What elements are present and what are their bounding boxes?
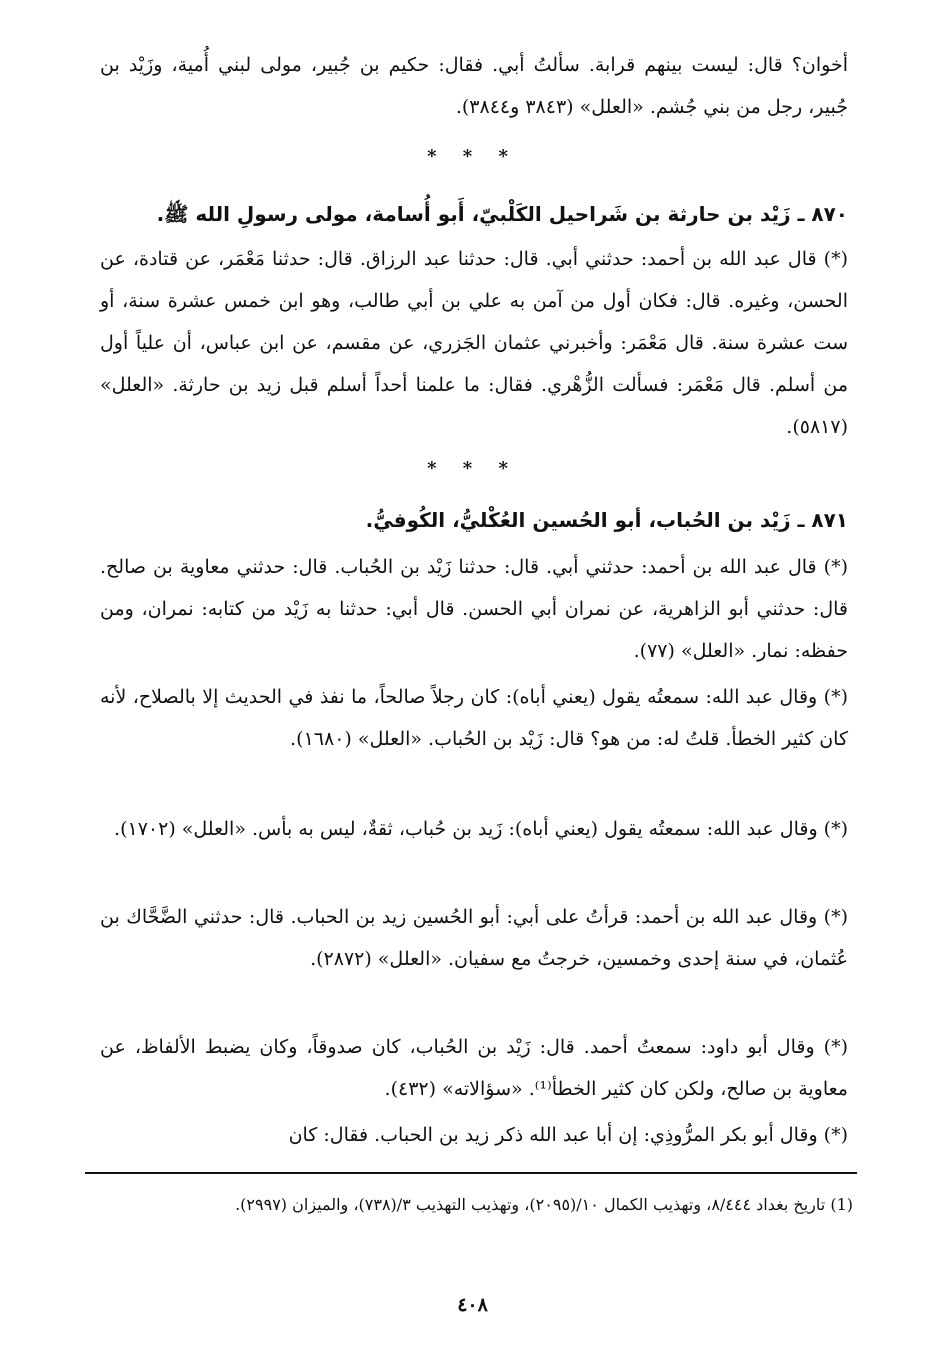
- continuation-paragraph: [100, 44, 848, 128]
- entry-871-paragraph: (*) قال عبد الله بن أحمد: حدثني أبي. قال: حدثنا زَيْد بن الحُباب. قال: حدثني معاوية بن صالح. قال: حدثني أبو الزاهرية، عن نمران أبي الحسن. قال أبي: حدثنا به زَيْد من كتابه: نمران، ومن حفظه: نمار. «العلل» (٧٧).: [100, 556, 848, 662]
- entry-870-heading: ٨٧٠ ـ زَيْد بن حارثة بن شَراحيل الكَلْبيّ، أَبو أُسامة، مولى رسولِ الله ﷺ.: [156, 202, 848, 226]
- entry-871-paragraph: (*) وقال عبد الله بن أحمد: قرأتُ على أبي: أبو الحُسين زيد بن الحباب. قال: حدثني الضَّحَّاك بن عُثمان، في سنة إحدى وخمسين، خرجتُ مع سفيان. «العلل» (٢٨٧٢).: [100, 906, 848, 970]
- entry-870-paragraph: (*) قال عبد الله بن أحمد: حدثني أبي. قال: حدثنا عبد الرزاق. قال: حدثنا مَعْمَر، عن قتادة، عن الحسن، وغيره. قال: فكان أول من آمن به علي بن أبي طالب، وهو ابن خمس عشرة سنة، أو ست عشرة سنة. قال مَعْمَر: وأخبرني عثمان الجَزري، عن مقسم، عن ابن عباس، أن علياً أول من أسلم. قال مَعْمَر: فسألت الزُّهْري. فقال: ما علمنا أحداً أسلم قبل زيد بن حارثة. «العلل» (٥٨١٧).: [100, 248, 848, 438]
- page-number: ٤٠٨: [457, 1294, 488, 1316]
- continuation-text: أخوان؟ قال: ليست بينهم قرابة. سألتُ أبي. فقال: حكيم بن جُبير، مولى لبني أُمية، وزَيْد بن جُبير، رجل من بني جُشم. «العلل» (٣٨٤٣ و٣٨٤٤).: [100, 54, 848, 118]
- entry-871-paragraph: (*) وقال عبد الله: سمعتُه يقول (يعني أباه): زَيد بن حُباب، ثقةٌ، ليس به بأس. «العلل» (١٧٠٢).: [114, 818, 848, 840]
- entry-871-heading: ٨٧١ ـ زَيْد بن الحُباب، أبو الحُسين العُكْليُّ، الكُوفيُّ.: [365, 508, 848, 532]
- section-separator: * * *: [427, 146, 518, 167]
- footnote: (1) تاريخ بغداد ٨/٤٤٤، وتهذيب الكمال ١٠/(٢٠٩٥)، وتهذيب التهذيب ٣/(٧٣٨)، والميزان (٢٩٩٧).: [235, 1195, 853, 1214]
- entry-871-paragraph: (*) وقال عبد الله: سمعتُه يقول (يعني أباه): كان رجلاً صالحاً، ما نفذ في الحديث إلا بالصلاح، لأنه كان كثير الخطأ. قلتُ له: من هو؟ قال: زَيْد بن الحُباب. «العلل» (١٦٨٠).: [100, 686, 848, 750]
- entry-871-paragraph: (*) وقال أبو داود: سمعتُ أحمد. قال: زَيْد بن الحُباب، كان صدوقاً، وكان يضبط الألفاظ، عن معاوية بن صالح، ولكن كان كثير الخطأ⁽¹⁾. «سؤالاته» (٤٣٢).: [100, 1036, 848, 1100]
- section-separator: * * *: [427, 458, 518, 479]
- footnote-divider: [85, 1172, 857, 1174]
- entry-871-paragraph: (*) وقال أبو بكر المرُّوذِي: إن أبا عبد الله ذكر زيد بن الحباب. فقال: كان: [288, 1124, 848, 1146]
